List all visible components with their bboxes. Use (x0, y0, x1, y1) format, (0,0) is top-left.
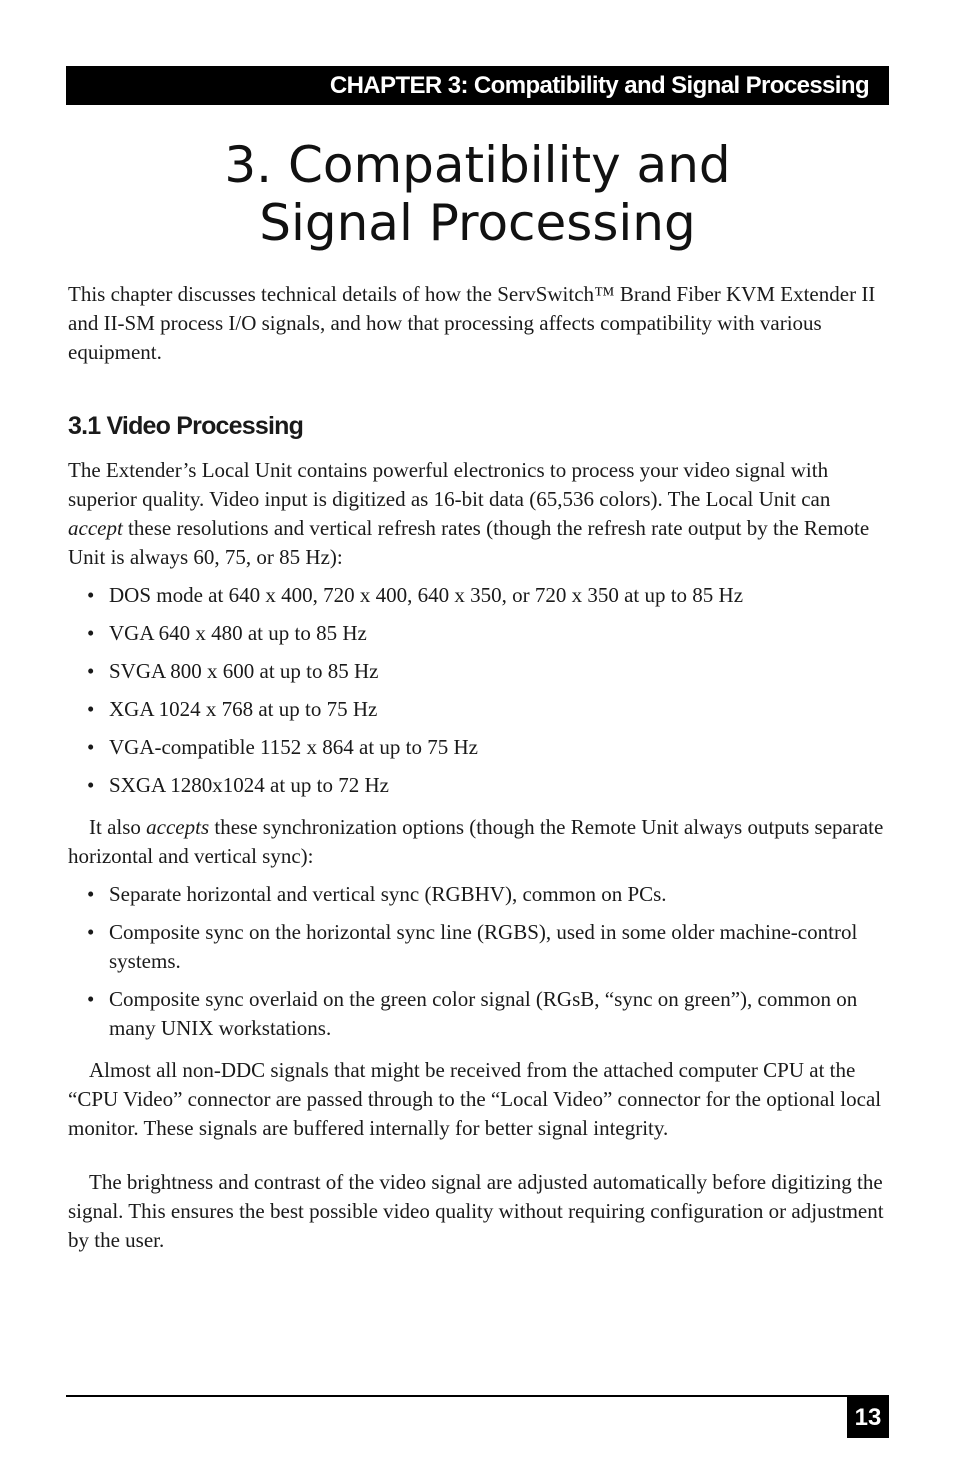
chapter-header-label: CHAPTER 3: Compatibility and Signal Processing (329, 72, 869, 99)
sync-paragraph-text-start: It also (89, 815, 147, 839)
page-title-line-2: Signal Processing (259, 194, 696, 252)
list-item: • SVGA 800 x 600 at up to 85 Hz (87, 657, 886, 686)
video-paragraph (68, 456, 886, 572)
page-title-line-1: 3. Compatibility and (224, 136, 731, 194)
list-item: • Composite sync overlaid on the green color signal (RGsB, “sync on green”), common on many UNIX workstations. (87, 985, 886, 1043)
brightness-paragraph: The brightness and contrast of the video signal are adjusted automatically before digitizing the signal. This ensures the best possible video quality without requiring configuration or adjustment by the user. (68, 1170, 884, 1252)
video-paragraph-text-end: these resolutions and vertical refresh rates (though the refresh rate output by the Remote Unit is always 60, 75, or 85 Hz): (68, 516, 870, 569)
footer-rule (66, 1395, 889, 1397)
list-item: • VGA 640 x 480 at up to 85 Hz (87, 619, 886, 648)
list-item: • XGA 1024 x 768 at up to 75 Hz (87, 695, 886, 724)
list-item: • DOS mode at 640 x 400, 720 x 400, 640 x 350, or 720 x 350 at up to 85 Hz (87, 581, 886, 610)
list-item: • Separate horizontal and vertical sync (RGBHV), common on PCs. (87, 880, 886, 909)
list-item: • Composite sync on the horizontal sync line (RGBS), used in some older machine-control systems. (87, 918, 886, 976)
sync-paragraph-text-end: these synchronization options (though the Remote Unit always outputs separate horizontal and vertical sync): (68, 815, 884, 868)
page-number: 13 (847, 1397, 889, 1438)
sync-paragraph-emphasis: accepts (146, 815, 210, 839)
video-paragraph-text-start: The Extender’s Local Unit contains powerful electronics to process your video signal with superior quality. Video input is digitized as 16-bit data (65,536 colors). The Local Unit can (68, 458, 831, 511)
resolution-list (68, 581, 886, 800)
page-title (66, 136, 889, 252)
sync-paragraph (68, 813, 886, 871)
video-paragraph-emphasis: accept (68, 516, 123, 540)
section-heading: 3.1 Video Processing (68, 412, 304, 440)
list-item: • VGA-compatible 1152 x 864 at up to 75 Hz (87, 733, 886, 762)
list-item: • SXGA 1280x1024 at up to 72 Hz (87, 771, 886, 800)
sync-options-list (68, 880, 886, 1043)
page-content (68, 280, 886, 1255)
passthrough-paragraph: Almost all non-DDC signals that might be received from the attached computer CPU at the “CPU Video” connector are passed through to the “Local Video” connector for the optional local monitor. These signals are buffered internally for better signal integrity. (68, 1058, 882, 1140)
intro-paragraph: This chapter discusses technical details of how the ServSwitch™ Brand Fiber KVM Extender II and II-SM process I/O signals, and how that processing affects compatibility with various equipment. (68, 282, 876, 364)
chapter-header-bar (66, 66, 889, 105)
